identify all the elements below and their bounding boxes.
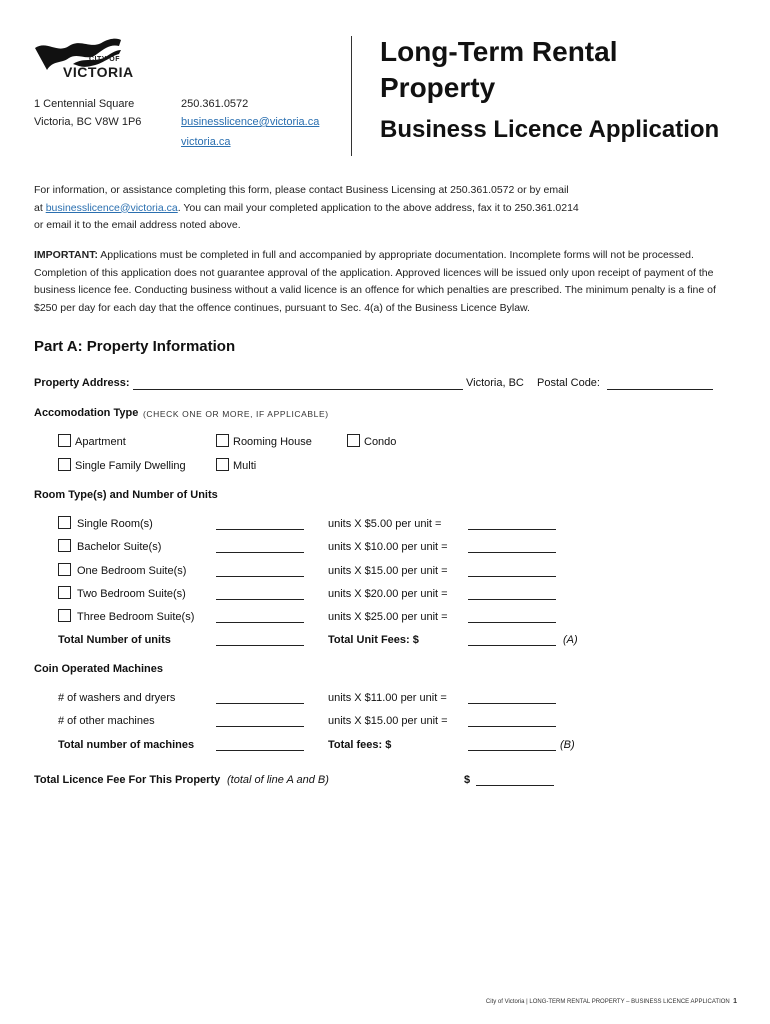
units-field-three-bedroom[interactable] [216,621,304,623]
contact-email-link[interactable]: businesslicence@victoria.ca [181,116,320,128]
contact-web-link[interactable]: victoria.ca [181,136,231,148]
logo-text-city-of: CITY OF [89,56,120,63]
checkbox-three-bedroom[interactable] [58,609,71,622]
rate-single: units X $5.00 per unit = [328,518,442,530]
fee-field-washers[interactable] [468,702,556,704]
checkbox-rooming-house[interactable] [216,434,229,447]
checkbox-single-room[interactable] [58,516,71,529]
footer-text: City of Victoria | LONG-TERM RENTAL PROPERTY – BUSINESS LICENCE APPLICATION [485,999,730,1005]
total-licence-fee-note: (total of line A and B) [227,774,329,786]
total-units-field[interactable] [216,644,304,646]
address-line-2: Victoria, BC V8W 1P6 [34,116,142,128]
room-label-two-bedroom: Two Bedroom Suite(s) [77,588,186,600]
property-address-field[interactable] [133,388,463,390]
title-line-2: Property [380,72,496,103]
header-divider [351,36,352,156]
contact-phone: 250.361.0572 [181,98,249,110]
room-type-heading: Room Type(s) and Number of Units [34,489,218,501]
total-machines-label: Total number of machines [58,739,195,751]
fee-field-bachelor[interactable] [468,551,556,553]
rate-washers: units X $11.00 per unit = [328,692,447,704]
rate-two-bedroom: units X $20.00 per unit = [328,588,448,600]
info-line-3: or email it to the email address noted above. [34,219,241,231]
logo-text-victoria: VICTORIA [63,64,134,80]
total-fees-label: Total fees: $ [328,739,392,751]
rate-three-bedroom: units X $25.00 per unit = [328,611,448,623]
page-number: 1 [733,998,737,1005]
contact-block [181,95,319,151]
total-unit-fees-label: Total Unit Fees: $ [328,634,419,646]
total-licence-dollar: $ [464,774,471,786]
info-email-link[interactable]: businesslicence@victoria.ca [45,201,178,214]
room-label-bachelor: Bachelor Suite(s) [77,541,162,553]
accomodation-type-note: (CHECK ONE OR MORE, IF APPLICABLE) [143,409,329,419]
total-machines-field[interactable] [216,749,304,751]
city-text: Victoria, BC [466,377,524,389]
part-a-heading: Part A: Property Information [34,338,236,355]
important-text: Applications must be completed in full and accompanied by appropriate documentation. Incomplete forms will not be processed. Completion of this application does not guarantee approval of the application. Approved licences will be issued only upon receipt of payment of the business licence fee. Conducting business without a valid licence is an offence for which penalties are prescribed. The minimum penalty is a fine of $250 per day for each day that the offence continues, pursuant to Sec. 4(a) of the Business Licence Bylaw. [34,249,716,314]
units-field-washers[interactable] [216,702,304,704]
label-rooming-house: Rooming House [233,436,312,448]
label-apartment: Apartment [75,436,126,448]
machine-label-washers: # of washers and dryers [58,692,176,704]
room-label-one-bedroom: One Bedroom Suite(s) [77,565,187,577]
important-label: IMPORTANT: [34,249,98,261]
total-fees-field[interactable] [468,749,556,751]
rate-bachelor: units X $10.00 per unit = [328,541,448,553]
info-paragraph [34,182,739,235]
coin-machines-heading: Coin Operated Machines [34,663,163,675]
info-line-2 [34,200,739,218]
total-unit-fees-field[interactable] [468,644,556,646]
page-footer [486,998,737,1005]
rate-other-machines: units X $15.00 per unit = [328,715,448,727]
info-line-2-rest: . You can mail your completed application to the above address, fax it to 250.361.0214 [177,201,579,214]
accomodation-type-label: Accomodation Type [34,407,139,419]
room-label-three-bedroom: Three Bedroom Suite(s) [77,611,195,623]
checkbox-single-family-dwelling[interactable] [58,458,71,471]
checkbox-one-bedroom[interactable] [58,563,71,576]
label-single-family-dwelling: Single Family Dwelling [75,460,186,472]
checkbox-condo[interactable] [347,434,360,447]
units-field-bachelor[interactable] [216,551,304,553]
checkbox-two-bedroom[interactable] [58,586,71,599]
label-multi: Multi [233,460,257,472]
checkbox-apartment[interactable] [58,434,71,447]
fee-field-other-machines[interactable] [468,725,556,727]
units-field-two-bedroom[interactable] [216,598,304,600]
property-address-label: Property Address: [34,377,130,389]
important-paragraph [34,247,739,317]
total-units-label: Total Number of units [58,634,171,646]
line-b-marker: (B) [560,739,575,751]
fee-field-two-bedroom[interactable] [468,598,556,600]
postal-code-field[interactable] [607,388,713,390]
checkbox-multi[interactable] [216,458,229,471]
machine-label-other: # of other machines [58,715,155,727]
info-at: at [34,201,46,214]
units-field-one-bedroom[interactable] [216,575,304,577]
rate-one-bedroom: units X $15.00 per unit = [328,565,448,577]
label-condo: Condo [364,436,397,448]
address-block [34,95,141,131]
total-licence-fee-label: Total Licence Fee For This Property [34,774,221,786]
page-title [380,34,617,106]
address-line-1: 1 Centennial Square [34,98,135,110]
page-subtitle: Business Licence Application [380,116,720,143]
units-field-other-machines[interactable] [216,725,304,727]
line-a-marker: (A) [563,634,578,646]
total-licence-fee-field[interactable] [476,784,554,786]
city-of-victoria-logo [33,34,143,84]
room-label-single: Single Room(s) [77,518,153,530]
postal-code-label: Postal Code: [537,377,600,389]
fee-field-three-bedroom[interactable] [468,621,556,623]
checkbox-bachelor-suite[interactable] [58,539,71,552]
info-line-1: For information, or assistance completing this form, please contact Business Licensing at 250.361.0572 or by email [34,184,569,196]
fee-field-single[interactable] [468,528,556,530]
units-field-single[interactable] [216,528,304,530]
title-line-1: Long-Term Rental [380,36,618,67]
fee-field-one-bedroom[interactable] [468,575,556,577]
